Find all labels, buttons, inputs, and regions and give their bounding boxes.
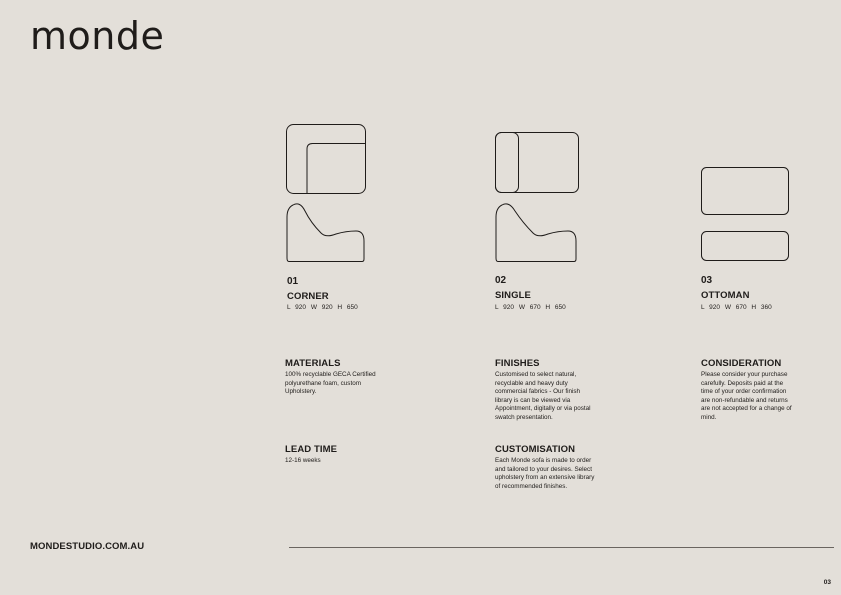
product-number: 02 xyxy=(495,275,507,286)
product-name: OTTOMAN xyxy=(701,290,750,301)
body-line: 100% recyclable GECA Certified xyxy=(285,371,376,378)
body-line: Upholstery. xyxy=(285,388,317,395)
body-line: are not accepted for a change of xyxy=(701,405,792,412)
section-body xyxy=(701,371,831,422)
body-line: are non-refundable and returns xyxy=(701,396,788,404)
body-line: 12-16 weeks xyxy=(285,457,321,464)
customisation-section xyxy=(495,444,645,491)
body-line: Please consider your purchase xyxy=(701,371,788,378)
page-number: 03 xyxy=(823,579,831,586)
body-line: upholstery from an extensive library xyxy=(495,474,595,481)
body-line: Each Monde sofa is made to order xyxy=(495,457,592,464)
section-heading: CONSIDERATION xyxy=(701,358,782,369)
body-line: and tailored to your desires. Select xyxy=(495,465,592,473)
corner-elevation-drawing xyxy=(286,203,366,263)
product-dimensions: L 920 W 920 H 650 xyxy=(287,304,358,311)
product-name: SINGLE xyxy=(495,290,531,301)
corner-plan-drawing xyxy=(286,124,368,196)
brand-logo: monde xyxy=(30,14,165,58)
body-line: time of your order confirmation xyxy=(701,388,787,395)
body-line: Customised to select natural, xyxy=(495,371,577,378)
product-name: CORNER xyxy=(287,291,329,302)
lead-time-section xyxy=(285,444,435,466)
section-heading: LEAD TIME xyxy=(285,444,338,455)
section-body xyxy=(495,457,645,491)
consideration-section xyxy=(701,358,831,422)
section-body xyxy=(285,371,435,397)
materials-section xyxy=(285,358,435,397)
body-line: library is can be viewed via xyxy=(495,396,571,404)
body-line: commercial fabrics - Our finish xyxy=(495,388,581,395)
section-heading: CUSTOMISATION xyxy=(495,444,576,455)
body-line: of recommended finishes. xyxy=(495,482,568,490)
ottoman-plan-drawing xyxy=(701,167,791,217)
section-heading: MATERIALS xyxy=(285,358,341,369)
body-line: mind. xyxy=(701,413,717,421)
body-line: carefully. Deposits paid at the xyxy=(701,379,784,387)
body-line: Appointment, digitally or via postal xyxy=(495,405,591,412)
product-number: 01 xyxy=(287,276,299,287)
single-plan-drawing xyxy=(495,132,581,196)
body-line: swatch presentation. xyxy=(495,413,553,421)
footer-divider xyxy=(289,547,834,548)
product-number: 03 xyxy=(701,275,713,286)
body-line: recyclable and heavy duty xyxy=(495,379,568,387)
product-dimensions: L 920 W 670 H 650 xyxy=(495,304,566,311)
section-body xyxy=(285,457,435,466)
single-elevation-drawing xyxy=(495,203,579,263)
finishes-section xyxy=(495,358,645,422)
section-body xyxy=(495,371,645,422)
section-heading: FINISHES xyxy=(495,358,540,369)
website-link[interactable]: MONDESTUDIO.COM.AU xyxy=(30,541,145,552)
body-line: polyurethane foam, custom xyxy=(285,379,361,387)
product-dimensions: L 920 W 670 H 360 xyxy=(701,304,772,311)
ottoman-elevation-drawing xyxy=(701,231,791,263)
